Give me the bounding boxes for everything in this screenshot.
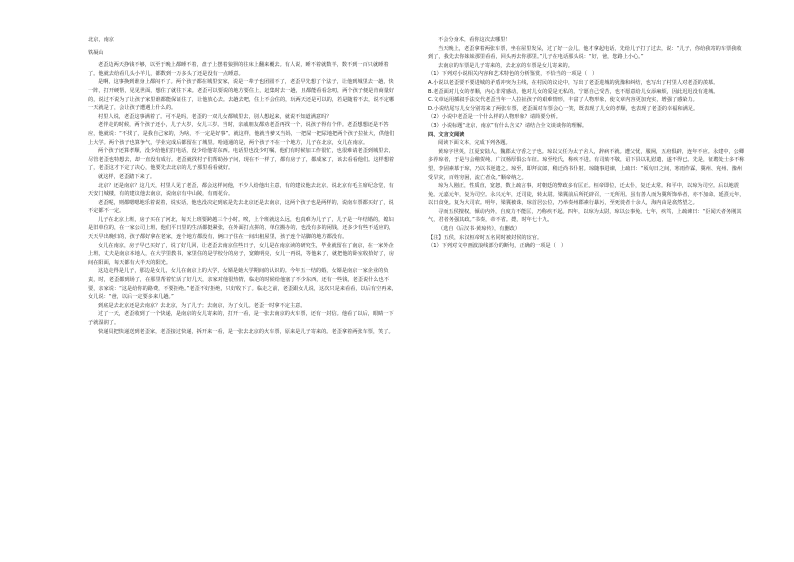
question-line: （3）小说标题“北京，南京”有什么含义？请结合全文谈谈你的理解。 (428, 122, 588, 129)
body-paragraph: 当天晚上，老歪拿着两张车票，坐在屋里发呆，过了好一会儿，他才拿起电话，先给儿子打了过去，说：“儿子，你给我寄的车票我收到了，我先去你妹妹那里看看，回头再去你那里。”儿子在电话那头说：“好，爸，您路上小心。” (428, 45, 742, 61)
question-line: （1）下列对文中画波浪线部分的断句，正确的一项是（ ） (428, 243, 567, 250)
body-paragraph: 是啊，这事换到谁身上都闷不了。两个孩子都在城里安家，说是一辈子也团圆不了，老歪早先想了个法子，让他到城里去一趟，快一阵，打开硬帮，见见世面，想住了就往下来。老歪可以要说的地方要住上，赶集时去一趟，且都能看看念叨，两个孩子便是肯商量好的，说过不说为了让孩子家里谁都能保证住了，让他放心去。去趟去吧，住上不会住的，玩两天还是可以的，若是随着不去，说不定哪一天就是了，会让孩子遭遇上什么的。 (88, 79, 395, 112)
body-paragraph: 寻而五侯擅权，倾动内外，自度力不能匡，乃称疾不起。四年，以琼为太尉，琼以公事免。七年，疾笃，上疏谏曰：“臣闻天者务刚其气，君者务强其政。”书奏，帝不省。薨，时年七十九。 (428, 208, 742, 224)
question-line: A.小说以老歪要不要进城的矛盾冲突为主线，在村民的议论中，写出了老歪进城的犹豫和纠结，也写出了村里人对老歪的羡慕。 (428, 79, 719, 86)
body-paragraph: 村里人说，老歪这事满着了。可不是吗，老歪的一双儿女都城里去，别人想起来，就说不知道满意吗？ (98, 113, 332, 120)
body-paragraph: 老伴走的时候，两个孩子还小，儿子大岁，女儿三岁。当时，亲戚朋友都劝老歪再找一个，说孩子得有个伴。老歪想想还是不答应，他就说：“不找了，是我自己家的，为啥，不一定是好事”。就这样，他就当爹又当妈，一把屎一把尿地把两个孩子拉扯大，供他们上大学。两个孩子也算争气，学业完成后都留在了城里。哈通通的是，两个孩子不在一个地方，儿子在北京，女儿在南京。 (88, 122, 395, 146)
question-line: B.老歪面对儿女的孝顺，内心非常感动，他对儿女的爱是无私的，宁愿自己受苦，也不愿意给儿女添麻烦，因此迟迟没有进城。 (428, 88, 719, 95)
question-line: （1）下列对小说相关内容和艺术特色的分析鉴赏，不恰当的一项是（ ） (428, 71, 598, 78)
body-paragraph: 老歪边两天挣钱不够，以至于晚上都睡不着，盘子上摆着狼狈的往床上翻来覆去。有人说，睡不着就数羊，数不到一百只就睡着了。他就去给看几头小羊儿，都数到一万多头了还是没有一点睡意。 (88, 62, 389, 77)
question-line: 【注】五侯，东汉桓帝时五名同时被封侯的宦官。 (428, 234, 543, 241)
body-paragraph: 北京？还是南京？这几天，村里人见了老歪，都会这样问他，不少人给他出主意，有的建议他去北京，说北京有毛主席纪念堂，有天安门城楼，有的建议他去南京，说南京有中山陵，有雨花台。 (88, 182, 394, 198)
body-paragraph: 去南京的车票是儿子寄来的，去北京的车票是女儿寄来的。 (438, 62, 573, 69)
article-title-line: 铁凝山 (88, 49, 104, 56)
body-paragraph: 琼为人刚正，性质直，宽恕，数上疏言事，对朝廷的弊政多有匡正。桓帝即位，迁太仆，复迁太常。和平中，以琼为司空。后以地震免。元嘉元年，复为司空。永兴元年，迁司徒，转太尉。梁冀前后所托辟召，一无所用。虽有善人而为冀所饰举者，亦不加命。延熹元年，以日食免。复为大司农。明年，梁冀被诛，琼首居公位，乃举奏州郡素行暴污，至死徙者十余人，海内由是翕然望之。 (428, 183, 745, 207)
left-column (88, 36, 398, 336)
body-paragraph: 儿子在北京上班，房子买在了河北，每天上班要跨越三个小时。唉，上个班就这么远，也真难为儿子了，儿子是一年结婚的，媳妇是旧单位的，在一家公司上班，他们平日里的生活都挺紧张，在外面打点拼的，单位搬办的，也没有多的闲钱，还多少有些不适应的，天天早出晚归的，孩子都好拿在老家，连个地方都没有，俩口子住在一间出租屋里，孩子连个站脚的地方都没有。 (88, 216, 395, 241)
right-column (428, 36, 746, 251)
body-paragraph: 阅读下面文本，完成下列各题。 (438, 140, 511, 147)
body-paragraph: 不会分身术，看你这次去哪里！ (438, 37, 511, 43)
body-paragraph: 过了一天，老歪收到了一个快递，是南京的女儿寄来的，打开一看，是一张去南京的火车票，还有一封信。他看了以后，眼睛一下子就湿润了。 (88, 311, 394, 326)
question-line: （2）小说中老歪是一个什么样的人物形象？请简要分析。 (428, 114, 561, 121)
body-paragraph: 到底是去北京还是去南京？去北京，为了儿子；去南京，为了女儿。老歪一时拿不定主意。 (98, 302, 306, 309)
question-line: C.文章运用插叙手法交代老歪当年一人拉扯孩子的艰难情形，丰富了人物形象，使文章内容更加充实，增强了感染力。 (428, 97, 698, 104)
body-paragraph: （选自《后汉书·黄琼传》，有删改） (438, 226, 521, 233)
body-paragraph: 女儿在南京，房子早已买好了，说了好几回，让老歪去南京住些日子，女儿是在南京读的研究生，毕业就留在了南京，在一家外企上班，丈夫是南京本地人，在大学里教书，家里住的是学校分的房子，宽敞明亮，女儿一再说，等他来了，就把他的卧室收拾好了，房间在阳面，每天都有大半天的阳光。 (88, 242, 395, 266)
section-heading: 四、文言文阅读 (428, 131, 465, 138)
body-paragraph: 就这样，老歪踏下来了。 (98, 173, 156, 180)
body-paragraph: 快递员把快递送到老歪家，老歪接过快递，拆开来一看，是一张去北京的火车票，原来是儿子寄来的。老歪拿着两张车票，笑了。 (98, 328, 394, 335)
article-title-line: 北京，南京 (88, 37, 114, 43)
question-line: D.小说结尾写儿女分别寄来了两张车票，老歪面对车票会心一笑，既表现了儿女的孝顺，也表现了老歪的幸福和满足。 (428, 105, 699, 112)
body-paragraph: 黄琼字世英，江夏安陆人，魏郡太守香之子也。琼以父任为太子舍人，辞病不就。遭父忧，服阕，五府俱辟，连年不应。永建中，公卿多荐琼者，于是与会稽贺纯、广汉杨厚俱公车征。琼至纶氏，称疾不进。有司劾不敬，诏下县以礼慰遣，遂不得已。先是，征聘处士多不称望，李固素慕于琼，乃以书逆遗之。琼至，即拜议郎，稍迁尚书仆射。琼随事进谏，上疏曰：“顷旬日之间，寒雨作霖，冀州、兖州、豫州受旱灾，百姓穷困，流亡者众。”顺帝纳之。 (428, 148, 745, 181)
body-paragraph: 老歪呢，则都嗯嗯地乐着说着，说实话，他也没决定到底是先去北京还是去南京，这两个孩子也是两样的，说南车票都买好了，说不定都不一定。 (88, 199, 394, 215)
body-paragraph: 两个孩子还算孝顺，没少给他们打电话，没少给他寄东西。电话里也没少叮嘱，他们有时候加工作很忙，也很难请老歪到城里去，尽管老歪也特想去，却一直没有成行。老歪就找村子们帮助孙子问，现在不一样了，都有房子了，都成家了，该去看看他们。这样想着了，老歪这才下定了决心，他要先去北京的儿子那里看看就好。 (88, 148, 395, 172)
body-paragraph: 这边走得是儿子，那边是女儿，女儿在南京上的大学，女婿是她大学期间的认识的。今年五一结的婚，女婿是南京一家企业的负责，时，老歪都到场了，在那里帮着忙活了好几天，亲家对他很热情，临走的时候给他塞了不少东西，还有一些钱，老歪说什么也不要，亲家说：“这是给你的路费，不要拒绝。”老歪不好拒绝，只好收下了。临走之前，老歪跟女儿说，这次只是来看看，以后有空再来，女儿说：“爸，以后一定要多来几趟。” (88, 268, 397, 301)
